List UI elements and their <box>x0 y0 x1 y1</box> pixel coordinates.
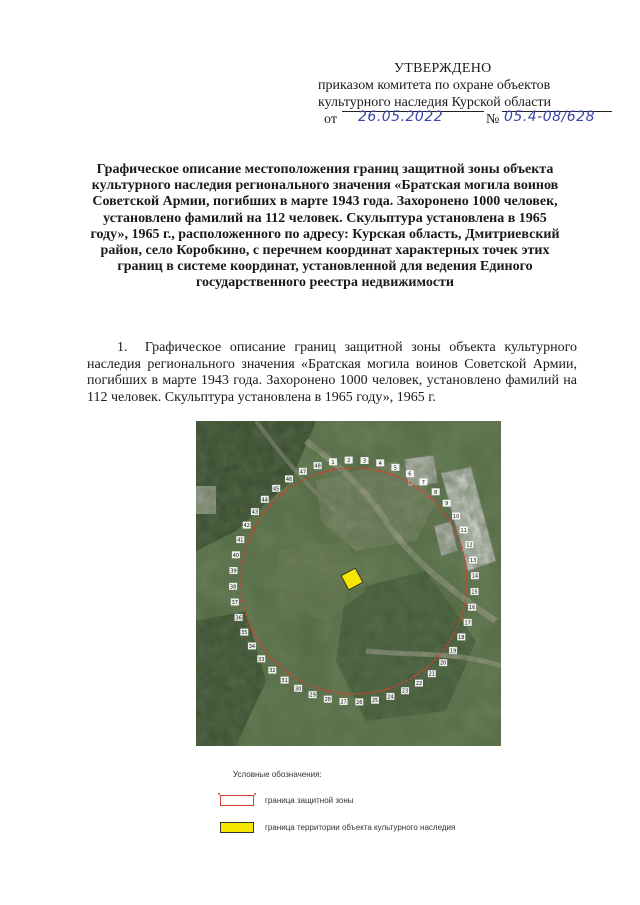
document-title: Графическое описание местоположения границ защитной зоны объекта культурного наследия регионального значения «Братская могила воинов Советской Армии, погибших в марте 1943 года. Захоронено 1000 человек, установлено фамилий на 112 человек. Скульптура установлена в 1965 году», 1965 г., расположенного по адресу: Курская область, Дмитриевский район, село Коробкино, с перечнем координат характерных точек этих границ в системе координат, установленной для ведения Единого государственного реестра недвижимости <box>90 162 560 291</box>
boundary-point <box>266 653 268 655</box>
satellite-map <box>196 421 501 746</box>
boundary-point <box>343 693 345 695</box>
point-number-label: 41 <box>237 537 244 544</box>
point-number-label: 18 <box>458 634 465 641</box>
boundary-point <box>243 556 245 558</box>
boundary-point <box>461 546 463 548</box>
point-number-label: 39 <box>230 568 237 575</box>
point-number-label: 22 <box>415 681 423 688</box>
point-number-label: 20 <box>440 660 447 667</box>
point-number-label: 28 <box>324 697 331 704</box>
point-number-label: 36 <box>235 615 242 622</box>
boundary-point <box>464 560 466 562</box>
point-number-label: 46 <box>285 476 293 483</box>
handwritten-date: 26.05.2022 <box>358 109 444 125</box>
map-svg <box>196 421 501 746</box>
point-number-label: 17 <box>464 620 471 627</box>
boundary-point <box>405 480 407 482</box>
from-label: от <box>324 112 337 127</box>
point-number-label: 3 <box>362 458 367 465</box>
order-row <box>324 111 624 131</box>
boundary-point <box>240 570 242 572</box>
point-number-label: 26 <box>356 699 363 706</box>
point-number-label: 29 <box>309 692 316 699</box>
boundary-point <box>314 686 316 688</box>
point-number-label: 9 <box>445 501 449 508</box>
point-number-label: 47 <box>299 469 307 476</box>
point-number-label: 2 <box>347 458 351 465</box>
point-number-label: 1 <box>331 459 335 466</box>
point-number-label: 5 <box>393 465 397 472</box>
boundary-point <box>292 485 294 487</box>
boundary-point <box>378 470 380 472</box>
boundary-point <box>429 497 431 499</box>
boundary-point <box>426 667 428 669</box>
boundary-point <box>301 680 303 682</box>
boundary-point <box>305 478 307 480</box>
boundary-point <box>319 472 321 474</box>
legend-title: Условные обозначения: <box>233 770 322 779</box>
point-number-label: 14 <box>471 573 479 580</box>
point-number-label: 23 <box>401 688 409 695</box>
boundary-point <box>251 628 253 630</box>
boundary-point <box>414 675 416 677</box>
point-number-label: 31 <box>281 678 288 685</box>
boundary-point <box>253 528 255 530</box>
boundary-point <box>373 691 375 693</box>
boundary-point <box>245 614 247 616</box>
point-number-label: 10 <box>452 514 460 520</box>
red-boundary-icon <box>220 795 254 806</box>
boundary-point <box>333 469 335 471</box>
handwritten-number: 05.4-08/628 <box>504 109 595 125</box>
point-number-label: 4 <box>378 460 382 467</box>
number-label: № <box>486 112 500 127</box>
boundary-point <box>463 605 465 607</box>
point-number-label: 6 <box>408 471 412 478</box>
point-number-label: 32 <box>269 668 276 675</box>
paragraph-number: 1. <box>117 340 128 355</box>
boundary-point <box>401 682 403 684</box>
boundary-point <box>270 504 272 506</box>
point-number-label: 7 <box>421 479 425 486</box>
boundary-point <box>358 693 360 695</box>
point-number-label: 43 <box>251 509 259 516</box>
boundary-point <box>288 673 290 675</box>
boundary-point <box>242 600 244 602</box>
legend-label: граница территории объекта культурного наследия <box>265 823 456 832</box>
boundary-point <box>277 663 279 665</box>
point-number-label: 24 <box>387 694 394 701</box>
boundary-point <box>280 493 282 495</box>
approval-block <box>318 60 618 127</box>
boundary-point <box>363 467 365 469</box>
approval-line-2: культурного наследия Курской области <box>318 95 552 110</box>
legend-item-heritage-territory <box>220 822 520 836</box>
paragraph-1 <box>87 340 577 406</box>
boundary-point <box>436 656 438 658</box>
approval-heading: УТВЕРЖДЕНО <box>394 61 492 76</box>
point-number-label: 33 <box>258 656 265 663</box>
point-number-label: 35 <box>241 630 248 637</box>
boundary-point <box>446 645 448 647</box>
boundary-point <box>329 690 331 692</box>
yellow-square-icon <box>220 822 254 833</box>
point-number-label: 21 <box>428 671 435 678</box>
point-number-label: 19 <box>449 648 457 655</box>
approval-line-1: приказом комитета по охране объектов <box>318 78 551 93</box>
point-number-label: 12 <box>466 542 473 549</box>
boundary-point <box>348 467 350 469</box>
boundary-point <box>247 541 249 543</box>
boundary-point <box>392 474 394 476</box>
point-number-label: 25 <box>371 698 379 705</box>
boundary-point <box>466 575 468 577</box>
point-number-label: 34 <box>248 644 256 650</box>
boundary-point <box>455 532 457 534</box>
point-number-label: 13 <box>470 558 477 564</box>
point-number-label: 45 <box>273 486 280 493</box>
legend-label: граница защитной зоны <box>265 796 354 805</box>
boundary-point <box>453 632 455 634</box>
point-number-label: 16 <box>468 605 476 612</box>
point-number-label: 8 <box>434 489 438 496</box>
legend-item-protection-zone <box>220 795 520 809</box>
boundary-point <box>418 487 420 489</box>
boundary-point <box>440 507 442 509</box>
point-number-label: 15 <box>471 589 478 596</box>
point-number-label: 37 <box>231 600 238 606</box>
point-number-label: 27 <box>340 699 347 706</box>
point-number-label: 48 <box>314 463 321 470</box>
boundary-point <box>466 590 468 592</box>
point-number-label: 40 <box>232 552 240 559</box>
paragraph-text: Графическое описание границ защитной зоны объекта культурного наследия регионального значения «Братская могила воинов Советской Армии, погибших в марте 1943 года. Захоронено 1000 человек, установлено фамилий на 112 человек. Скульптура установлена в 1965 году», 1965 г. <box>87 340 577 405</box>
point-number-label: 44 <box>261 497 268 504</box>
boundary-point <box>459 619 461 621</box>
boundary-point <box>387 688 389 690</box>
boundary-point <box>240 585 242 587</box>
point-number-label: 38 <box>229 584 237 591</box>
point-number-label: 30 <box>294 686 302 693</box>
boundary-point <box>258 641 260 643</box>
boundary-point <box>260 515 262 517</box>
point-number-label: 42 <box>243 523 250 530</box>
point-number-label: 11 <box>460 527 467 534</box>
boundary-point <box>448 519 450 521</box>
